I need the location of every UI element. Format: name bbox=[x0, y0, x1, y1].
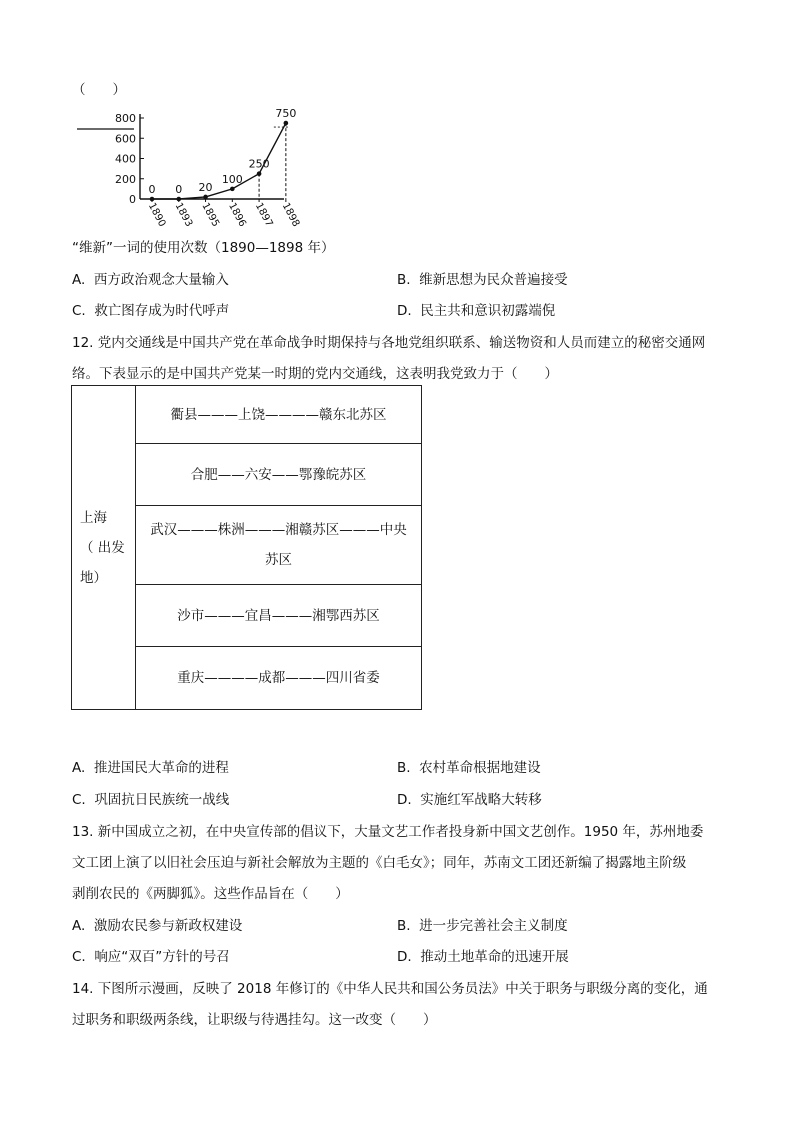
x-tick-label: 1897 bbox=[252, 201, 275, 229]
option-letter: A. bbox=[72, 918, 86, 934]
traffic-lines-table bbox=[71, 385, 422, 710]
q13-option-d bbox=[397, 945, 569, 965]
x-tick-label: 1893 bbox=[172, 201, 195, 229]
q12-option-d bbox=[397, 788, 542, 808]
data-point bbox=[203, 195, 208, 200]
route-line2: 苏区 bbox=[265, 552, 292, 568]
usage-line-chart bbox=[72, 100, 312, 230]
q12-option-b bbox=[397, 756, 541, 776]
data-point bbox=[257, 171, 262, 176]
option-text: 救亡图存成为时代呼声 bbox=[94, 303, 230, 319]
data-label: 250 bbox=[248, 157, 270, 171]
option-letter: B. bbox=[397, 760, 411, 776]
q13-stem-line1: 13. 新中国成立之初，在中央宣传部的倡议下，大量文艺工作者投身新中国文艺创作。1950 年，苏州地委 bbox=[72, 824, 704, 840]
option-text: 维新思想为民众普遍接受 bbox=[419, 272, 568, 288]
data-label: 20 bbox=[198, 180, 213, 194]
option-text: 响应“双百”方针的号召 bbox=[94, 949, 230, 965]
route-cell bbox=[136, 506, 422, 585]
q12-stem-line1: 12. 党内交通线是中国共产党在革命战争时期保持与各地党组织联系、输送物资和人员而建立的秘密交通网 bbox=[72, 335, 706, 351]
route-cell: 合肥——六安——鄂豫皖苏区 bbox=[136, 444, 422, 506]
y-tick-label: 600 bbox=[115, 132, 136, 146]
option-letter: B. bbox=[397, 272, 411, 288]
question-11-paren: （ ） bbox=[72, 82, 126, 98]
option-text: 巩固抗日民族统一战线 bbox=[94, 792, 230, 808]
q14-stem-line2: 过职务和职级两条线，让职级与待遇挂勾。这一改变（ ） bbox=[72, 1012, 437, 1028]
x-tick-label: 1898 bbox=[279, 201, 302, 229]
route-line1: 武汉———株洲———湘赣苏区———中央 bbox=[150, 522, 407, 538]
data-label: 0 bbox=[148, 183, 156, 196]
data-label: 0 bbox=[175, 183, 183, 196]
origin-line3: 地） bbox=[80, 569, 107, 586]
data-point bbox=[176, 197, 181, 202]
q12-option-a bbox=[72, 756, 229, 776]
q13-stem-line3: 剥削农民的《两脚狐》。这些作品旨在（ ） bbox=[72, 886, 349, 902]
data-point bbox=[284, 121, 289, 126]
origin-line1: 上海 bbox=[80, 509, 107, 526]
q13-stem-line2: 文工团上演了以旧社会压迫与新社会解放为主题的《白毛女》；同年，苏南文工团还新编了揭露地主阶级 bbox=[72, 855, 687, 871]
q13-option-b bbox=[397, 914, 568, 934]
y-tick-label: 400 bbox=[115, 152, 136, 166]
option-letter: C. bbox=[72, 792, 86, 808]
data-label: 750 bbox=[275, 107, 297, 121]
option-text: 进一步完善社会主义制度 bbox=[419, 918, 568, 934]
option-letter: D. bbox=[397, 949, 412, 965]
q12-option-c bbox=[72, 788, 229, 808]
q14-stem-line1: 14. 下图所示漫画，反映了 2018 年修订的《中华人民共和国公务员法》中关于职务与职级分离的变化，通 bbox=[72, 981, 708, 997]
option-letter: A. bbox=[72, 760, 86, 776]
route-cell: 重庆————成都———四川省委 bbox=[136, 647, 422, 710]
option-letter: D. bbox=[397, 792, 412, 808]
table-row bbox=[72, 386, 422, 444]
option-text: 激励农民参与新政权建设 bbox=[93, 918, 243, 934]
option-text: 民主共和意识初露端倪 bbox=[420, 303, 556, 319]
origin-cell bbox=[72, 386, 136, 710]
route-cell: 沙市———宜昌———湘鄂西苏区 bbox=[136, 585, 422, 647]
y-tick-label: 0 bbox=[129, 193, 136, 206]
option-text: 推动土地革命的迅速开展 bbox=[420, 949, 569, 965]
x-tick-label: 1896 bbox=[226, 201, 248, 229]
chart-caption: “维新”一词的使用次数（1890—1898 年） bbox=[72, 240, 335, 256]
y-tick-label: 200 bbox=[115, 172, 136, 186]
q11-option-a bbox=[72, 268, 229, 288]
option-text: 推进国民大革命的进程 bbox=[93, 760, 229, 776]
option-letter: C. bbox=[72, 949, 86, 965]
option-letter: D. bbox=[397, 303, 412, 319]
option-text: 西方政治观念大量输入 bbox=[93, 272, 229, 288]
option-letter: B. bbox=[397, 918, 411, 934]
q11-option-d bbox=[397, 299, 555, 319]
q13-option-a bbox=[72, 914, 242, 934]
data-point bbox=[230, 187, 235, 192]
x-tick-label: 1895 bbox=[199, 201, 222, 229]
data-label: 100 bbox=[221, 172, 243, 186]
option-letter: A. bbox=[72, 272, 86, 288]
y-tick-label: 800 bbox=[115, 112, 136, 125]
q13-option-c bbox=[72, 945, 230, 965]
x-tick-label: 1890 bbox=[145, 201, 168, 229]
option-text: 实施红军战略大转移 bbox=[420, 792, 542, 808]
route-cell: 衢县———上饶————赣东北苏区 bbox=[136, 386, 422, 444]
q11-option-b bbox=[397, 268, 568, 288]
option-letter: C. bbox=[72, 303, 86, 319]
q11-option-c bbox=[72, 299, 229, 319]
option-text: 农村革命根据地建设 bbox=[419, 760, 541, 776]
origin-line2: （ 出发 bbox=[80, 539, 125, 556]
data-point bbox=[150, 197, 155, 202]
q12-stem-line2: 络。下表显示的是中国共产党某一时期的党内交通线，这表明我党致力于（ ） bbox=[72, 366, 558, 382]
